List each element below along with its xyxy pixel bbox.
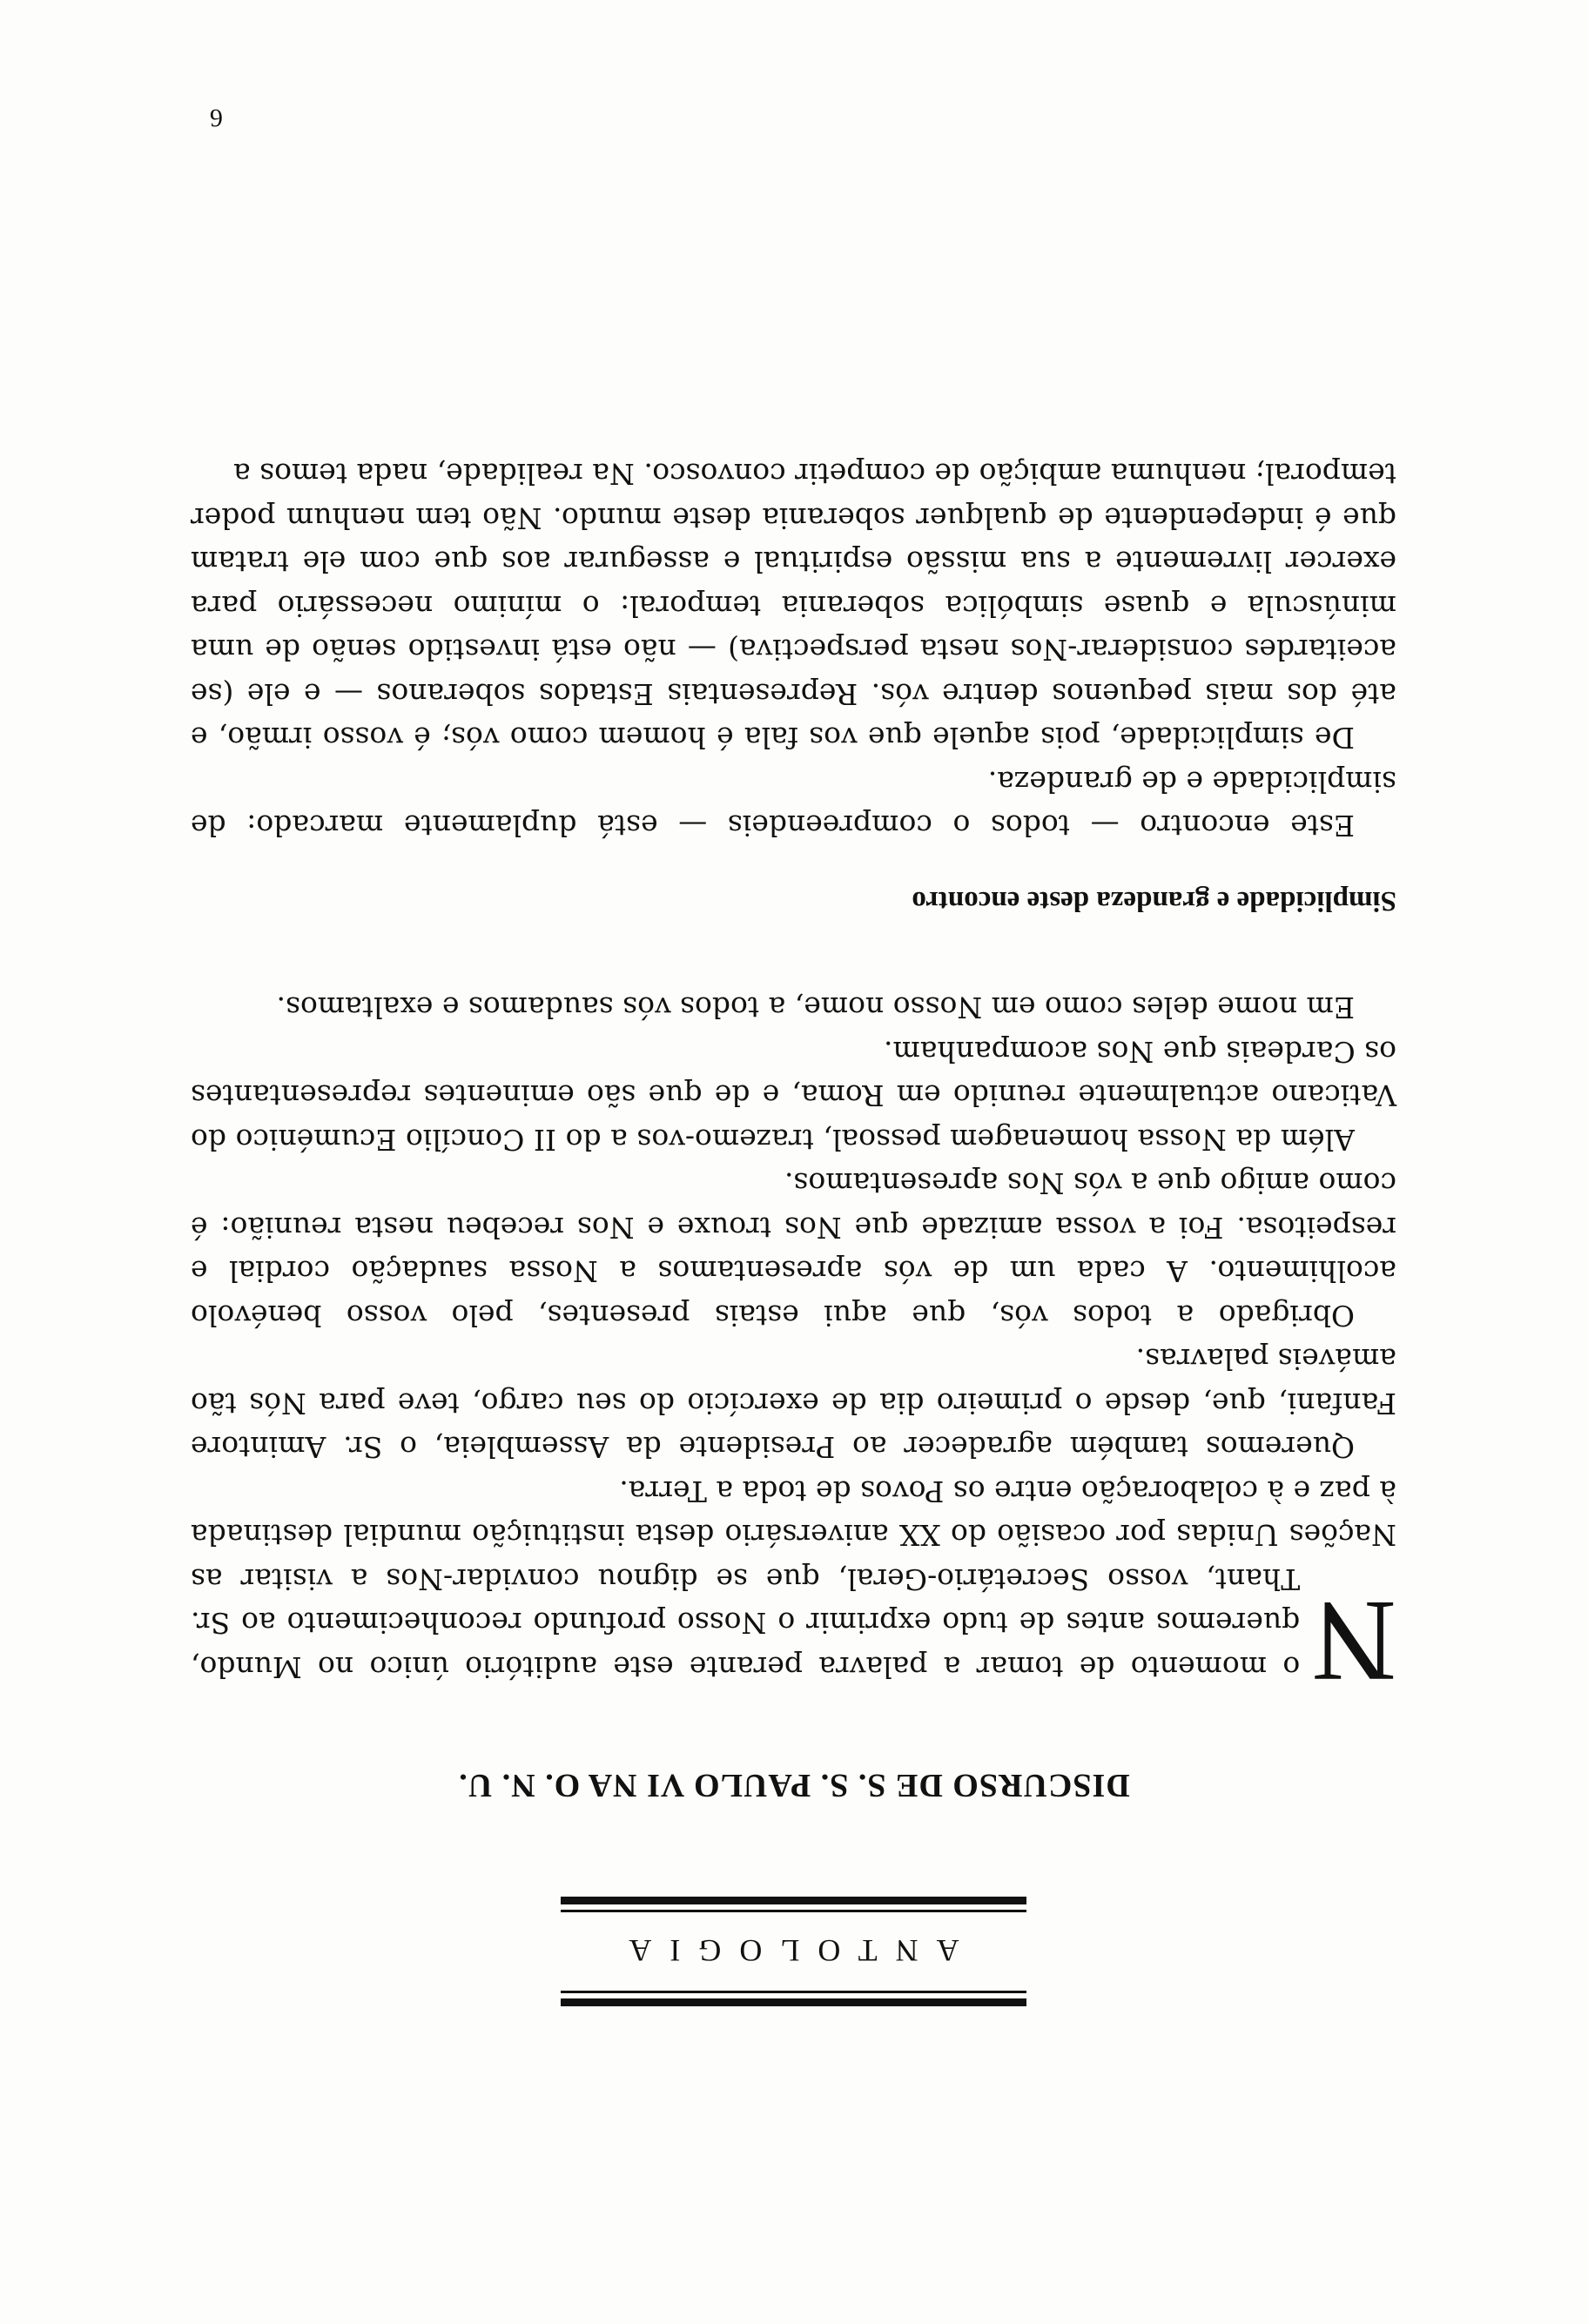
paragraph: Queremos também agradecer ao Presidente da Assembleia, o Sr. Amintore Fanfani, que, desde o primeiro dia de exercício do seu cargo, teve para Nós tão amáveis palavras. <box>191 1342 1396 1465</box>
page-number: 6 <box>210 104 223 132</box>
paragraph: Obrigado a todos vós, que aqui estais presentes, pelo vosso benévolo acolhimento. A cada um de vós apresentamos a Nossa saudação cordial e respeitosa. Foi a vossa amizade que Nos trouxe e Nos recebeu nesta reunião: é como amigo que a vós Nos apresentamos. <box>191 1166 1396 1333</box>
paragraph: Este encontro — todos o compreendeis — está duplamente marcado: de simplicidade e de grandeza. <box>191 765 1396 843</box>
speech-body <box>191 452 1396 1706</box>
paragraph: Além da Nossa homenagem pessoal, trazemo-vos a do II Concílio Ecuménico do Vaticano actualmente reunido em Roma, e de que são eminentes representantes os Cardeais que Nos acompanham. <box>191 1035 1396 1157</box>
top-rule-thin <box>562 1991 1027 1993</box>
subheading: Simplicidade e grandeza deste encontro <box>912 885 1396 917</box>
drop-cap: N <box>1312 1577 1396 1706</box>
paragraph-text: o momento de tomar a palavra perante este auditório único no Mundo, queremos antes de tudo exprimir o Nosso profundo reconhecimento ao Sr. Thant, vosso Secretário-Geral, que se dignou convidar-Nos a visitar as Nações Unidas por ocasião do XX aniversário desta instituição mundial destinada à paz e à colaboração entre os Povos de toda a Terra. <box>191 1474 1396 1684</box>
bottom-rule-thick <box>562 1897 1027 1904</box>
bottom-rule-thin <box>562 1910 1027 1912</box>
paragraph <box>191 1469 1396 1706</box>
paragraph: Em nome deles como em Nosso nome, a todos vós saudamos e exaltamos. <box>276 991 1355 1025</box>
speech-title: DISCURSO DE S. S. PAULO VI NA O. N. U. <box>458 1767 1130 1803</box>
top-rule-thick <box>562 1998 1027 2006</box>
section-header <box>0 1897 1588 2006</box>
section-label: ANTOLOGIA <box>610 1933 959 1968</box>
paragraph: De simplicidade, pois aquele que vos fala é homem como vós; é vosso irmão, e até dos mais pequenos dentre vós. Representais Estados soberanos — e ele (se aceitardes considerar-Nos nesta perspectiva) — não está investido senão de uma minúscula e quase simbólica soberania temporal: o mínimo necessário para exercer livremente a sua missão espiritual e assegurar aos que com ele tratam que é independente de qualquer soberania deste mundo. Não tem nenhum poder temporal; nenhuma ambição de competir convosco. Na realidade, nada temos a <box>191 457 1396 756</box>
